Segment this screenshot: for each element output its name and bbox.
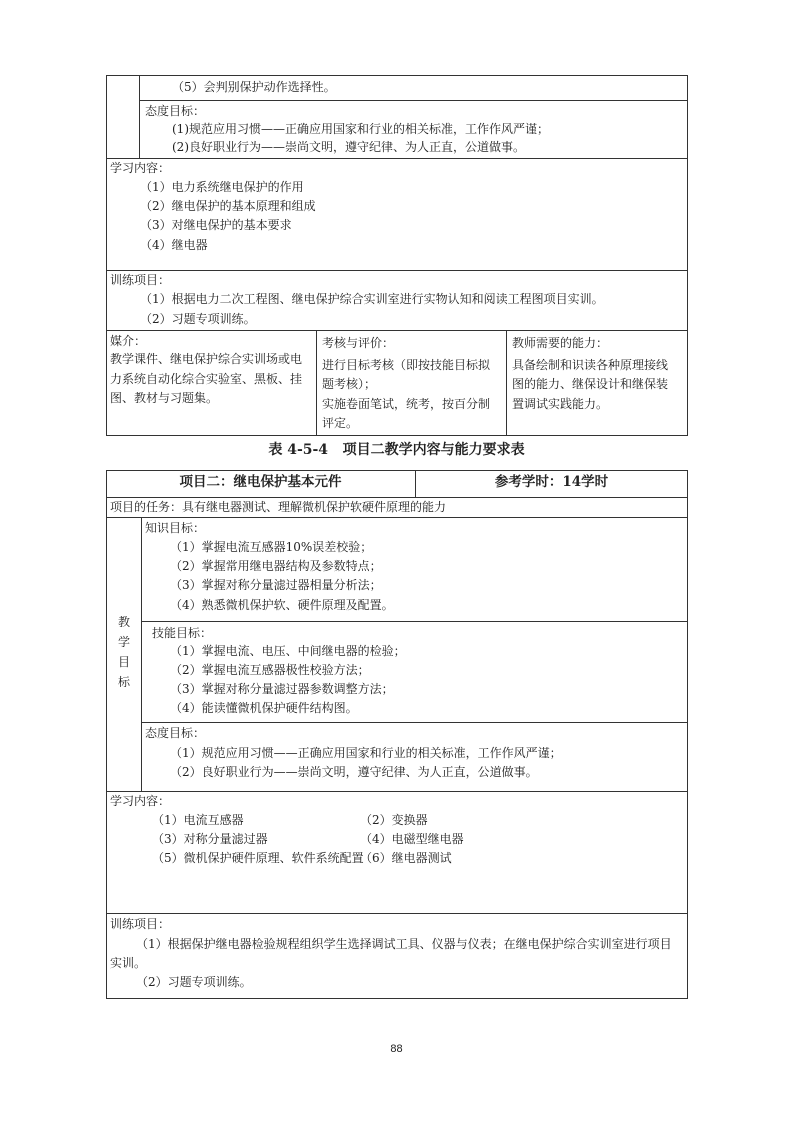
side-char: 目: [117, 655, 130, 669]
learning-label: 学习内容：: [110, 161, 171, 175]
goal-column-divider: [139, 75, 140, 159]
assessment-line: 评定。: [322, 416, 359, 430]
skill-item: （1）掌握电流、电压、中间继电器的检验；: [170, 644, 406, 658]
project-title: 项目二：继电保护基本元件: [179, 474, 342, 490]
side-char: 学: [117, 635, 130, 649]
teacher-ability-line: 具备绘制和识读各种原理接线: [512, 358, 669, 372]
row-divider: [141, 621, 688, 622]
training-label: 训练项目：: [110, 273, 171, 287]
knowledge-item: （3）掌握对称分量滤过器相量分析法；: [170, 578, 382, 592]
skill-item: （4）能读懂微机保护硬件结构图。: [170, 701, 358, 715]
row-divider: [106, 270, 688, 271]
learning-item: （2）继电保护的基本原理和组成: [140, 199, 316, 213]
media-line: 力系统自动化综合实验室、黑板、挂: [110, 372, 303, 386]
training-item: （2）习题专项训练。: [136, 975, 252, 989]
knowledge-item: （4）熟悉微机保护软、硬件原理及配置。: [170, 598, 394, 612]
row-divider: [106, 517, 688, 518]
training-label: 训练项目：: [110, 917, 171, 931]
learning-item: （6）继电器测试: [360, 851, 452, 865]
assessment-line: 题考核）；: [322, 377, 377, 391]
row-divider: [106, 497, 688, 498]
col-divider: [316, 330, 317, 436]
media-line: 教学课件、继电保护综合实训场或电: [110, 352, 303, 366]
learning-item: （1）电力系统继电保护的作用: [140, 180, 304, 194]
row-divider: [106, 158, 688, 159]
media-line: 图、教材与习题集。: [110, 391, 219, 405]
side-char: 教: [117, 615, 130, 629]
attitude-item: （1）规范应用习惯——正确应用国家和行业的相关标准，工作作风严谨；: [170, 746, 562, 760]
skill-item: （3）掌握对称分量滤过器参数调整方法；: [170, 682, 394, 696]
training-item: （1）根据保护继电器检验规程组织学生选择调试工具、仪器与仪表；在继电保护综合实训室进行项目: [136, 937, 672, 951]
col-divider: [506, 330, 507, 436]
assessment-line: 进行目标考核（即按技能目标拟: [322, 358, 491, 372]
attitude-item: （2）良好职业行为——崇尚文明，遵守纪律、为人正直，公道做事。: [170, 765, 538, 779]
attitude-item: (1)规范应用习惯——正确应用国家和行业的相关标准，工作作风严谨；: [172, 122, 550, 136]
learning-item: （1）电流互感器: [152, 813, 244, 827]
row-divider: [106, 913, 688, 914]
side-char: 标: [117, 675, 130, 689]
training-item: （2）习题专项训练。: [140, 312, 256, 326]
learning-item: （5）微机保护硬件原理、软件系统配置: [152, 851, 364, 865]
media-label: 媒介：: [110, 334, 147, 348]
learning-item: （3）对继电保护的基本要求: [140, 218, 292, 232]
learning-item: （4）电磁型继电器: [360, 832, 464, 846]
skill-item: （2）掌握电流互感器极性校验方法；: [170, 663, 370, 677]
training-item-continued: 实训。: [110, 956, 147, 970]
learning-item: （4）继电器: [140, 238, 208, 252]
knowledge-item: （1）掌握电流互感器10%误差校验；: [170, 540, 373, 554]
assessment-line: 实施卷面笔试，统考，按百分制: [322, 397, 491, 411]
assessment-label: 考核与评价：: [322, 336, 395, 350]
skill-label: 技能目标：: [152, 626, 213, 640]
row-divider: [106, 791, 688, 792]
row-divider: [106, 330, 688, 331]
goal-column-divider: [141, 517, 142, 791]
table-caption: 表 4-5-4 项目二教学内容与能力要求表: [268, 442, 525, 458]
teaching-goal-side-label: [117, 612, 131, 692]
row-divider: [141, 722, 688, 723]
skill-item: （5）会判别保护动作选择性。: [172, 80, 336, 94]
teacher-ability-label: 教师需要的能力：: [512, 336, 609, 350]
attitude-label: 态度目标：: [145, 104, 206, 118]
learning-item: （3）对称分量滤过器: [152, 832, 268, 846]
project-task: 项目的任务：具有继电器测试、理解微机保护软硬件原理的能力: [110, 500, 447, 514]
reference-hours: 参考学时：14学时: [494, 474, 609, 490]
teacher-ability-line: 图的能力、继保设计和继保装: [512, 377, 669, 391]
knowledge-label: 知识目标：: [145, 521, 206, 535]
training-item: （1）根据电力二次工程图、继电保护综合实训室进行实物认知和阅读工程图项目实训。: [140, 292, 604, 306]
teacher-ability-line: 置调试实践能力。: [512, 397, 609, 411]
attitude-label: 态度目标：: [145, 726, 206, 740]
learning-item: （2）变换器: [360, 813, 428, 827]
attitude-item: (2)良好职业行为——崇尚文明，遵守纪律、为人正直，公道做事。: [172, 140, 526, 154]
knowledge-item: （2）掌握常用继电器结构及参数特点；: [170, 559, 382, 573]
learning-label: 学习内容：: [110, 794, 171, 808]
row-divider: [139, 100, 688, 101]
page-number: 88: [390, 1043, 403, 1055]
